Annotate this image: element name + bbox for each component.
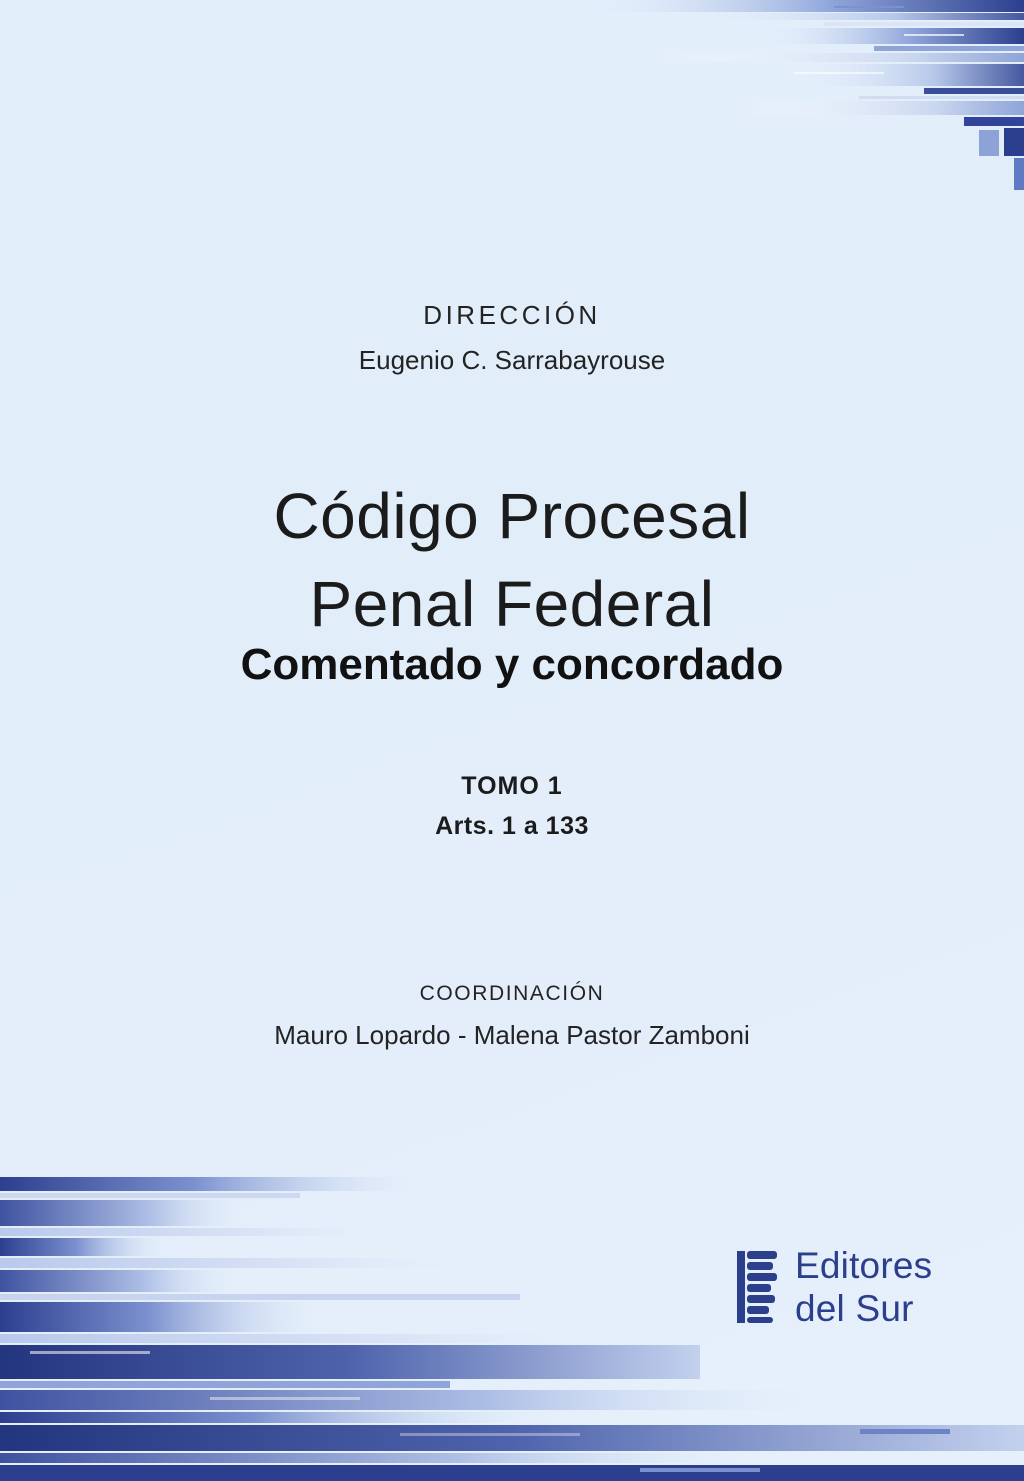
publisher-logo: [735, 1238, 950, 1336]
decorative-bars-top-svg: [404, 0, 1024, 190]
book-title: [0, 472, 1024, 649]
coordination-names: Mauro Lopardo - Malena Pastor Zamboni: [274, 1020, 750, 1050]
direction-label: DIRECCIÓN: [423, 300, 601, 330]
articles-range-label: Arts. 1 a 133: [435, 812, 589, 840]
volume-label: TOMO 1: [461, 772, 563, 800]
book-title-line-2: Penal Federal: [309, 568, 715, 641]
stacked-pages-icon: [735, 1249, 781, 1325]
publisher-name-line-1: Editores: [795, 1244, 933, 1286]
coordination-label: COORDINACIÓN: [419, 982, 605, 1005]
direction-author-name: Eugenio C. Sarrabayrouse: [358, 345, 666, 375]
decorative-bars-top: [404, 0, 1024, 190]
book-title-line-1: Código Procesal: [273, 480, 751, 552]
publisher-name: [795, 1244, 932, 1331]
publisher-name-line-2: del Sur: [795, 1288, 914, 1329]
book-subtitle: Comentado y concordado: [240, 640, 784, 689]
